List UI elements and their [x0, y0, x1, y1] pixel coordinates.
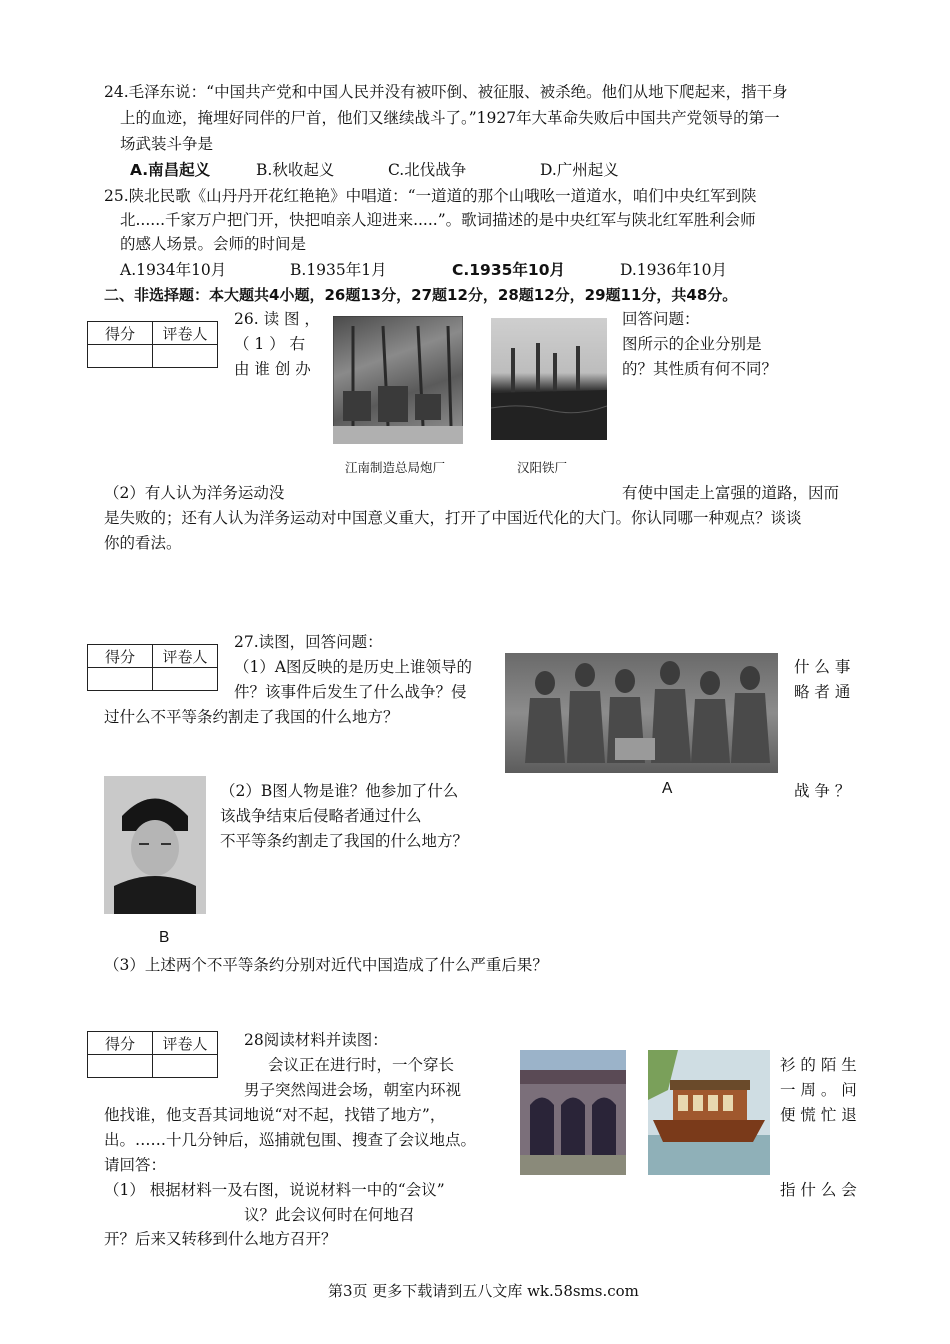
q27-p1e: 过什么不平等条约割走了我国的什么地方？: [104, 708, 399, 726]
q28-m5: 请回答：: [104, 1156, 167, 1174]
q26-p1a: （ 1 ） 右: [234, 335, 306, 353]
q26-intro-b: 回答问题：: [622, 310, 700, 328]
q27-p2d: 不平等条约割走了我国的什么地方？: [220, 832, 469, 850]
portrait-b-photo: [104, 776, 206, 914]
q28-p1d: 开？后来又转移到什么地方召开？: [104, 1230, 337, 1248]
q26-p2c: 是失败的；还有人认为洋务运动对中国意义重大，打开了中国近代化的大门。你认同哪一种观点？谈谈: [104, 509, 802, 527]
shanghai-site-photo: [520, 1050, 626, 1175]
q28-m2b: 一 周 。 问: [780, 1081, 857, 1099]
q27-p1b: 什 么 事: [794, 658, 851, 676]
q25-line2: 北......千家万户把门开，快把咱亲人迎进来.....”。歌词描述的是中央红军与陕北红军胜利会师: [120, 211, 756, 229]
score-label: 得分: [88, 1032, 153, 1055]
q24-line1: 24.毛泽东说：“中国共产党和中国人民并没有被吓倒、被征服、被杀绝。他们从地下爬起来，揩干身: [104, 83, 788, 101]
q26-p2b: 有使中国走上富强的道路，因而: [622, 484, 840, 502]
q25-option-b: B.1935年1月: [290, 261, 387, 279]
q27-p1a: （1）A图反映的是历史上谁领导的: [234, 658, 473, 676]
q24-line3: 场武装斗争是: [120, 135, 214, 153]
grader-cell: [153, 345, 218, 368]
section-heading: 二、非选择题：本大题共4小题，26题13分，27题12分，28题12分，29题11分，共48分。: [104, 286, 738, 304]
jiangnan-arsenal-photo: [333, 316, 463, 444]
hanyang-ironworks-photo: [491, 318, 607, 440]
label-a: A: [662, 780, 673, 797]
q27-p2c: 该战争结束后侵略者通过什么: [220, 807, 422, 825]
q25-option-c: C.1935年10月: [452, 261, 565, 279]
q25-line1: 25.陕北民歌《山丹丹开花红艳艳》中唱道：“一道道的那个山哦吆一道道水，咱们中央红军到陕: [104, 187, 757, 205]
score-box-q26: [87, 321, 218, 368]
q28-m4: 出。……十几分钟后，巡捕就包围、搜查了会议地点。: [104, 1131, 477, 1149]
q27-p3: （3）上述两个不平等条约分别对近代中国造成了什么严重后果？: [104, 956, 548, 974]
page-footer: 第3页 更多下载请到五八文库 wk.58sms.com: [328, 1282, 639, 1300]
q28-m1a: 会议正在进行时，一个穿长: [268, 1056, 455, 1074]
q27-intro: 27.读图，回答问题：: [234, 633, 383, 651]
grader-label: 评卷人: [153, 1032, 218, 1055]
q24-option-c: C.北伐战争: [388, 161, 467, 179]
caption-jiangnan: 江南制造总局炮厂: [345, 460, 446, 475]
grader-cell: [153, 1055, 218, 1078]
caption-hanyang: 汉阳铁厂: [517, 460, 568, 475]
humen-relief-photo: [505, 653, 778, 773]
q28-p1c: 议？此会议何时在何地召: [244, 1206, 415, 1224]
q28-m3b: 便 慌 忙 退: [780, 1106, 857, 1124]
q28-m1b: 衫 的 陌 生: [780, 1056, 857, 1074]
q24-option-b: B.秋收起义: [256, 161, 335, 179]
q24-option-d: D.广州起义: [540, 161, 619, 179]
q28-intro: 28阅读材料并读图：: [244, 1031, 388, 1049]
q26-p1b: 图所示的企业分别是: [622, 335, 762, 353]
q24-option-a: A.南昌起义: [130, 161, 211, 179]
q27-p1d: 略 者 通: [794, 683, 851, 701]
q26-p2d: 你的看法。: [104, 534, 182, 552]
score-box-q27: [87, 644, 218, 691]
south-lake-boat-photo: [648, 1050, 770, 1175]
q25-option-d: D.1936年10月: [620, 261, 727, 279]
q25-line3: 的感人场景。会师的时间是: [120, 235, 307, 253]
q26-p1d: 的？其性质有何不同？: [622, 360, 778, 378]
q27-p2a: （2）B图人物是谁？他参加了什么: [220, 782, 459, 800]
score-box-q28: [87, 1031, 218, 1078]
score-cell: [88, 345, 153, 368]
q27-p1c: 件？该事件后发生了什么战争？侵: [234, 683, 467, 701]
score-cell: [88, 668, 153, 691]
q24-line2: 上的血迹，掩埋好同伴的尸首，他们又继续战斗了。”1927年大革命失败后中国共产党领导的第一: [120, 109, 780, 127]
score-label: 得分: [88, 645, 153, 668]
grader-label: 评卷人: [153, 322, 218, 345]
q28-m3a: 他找谁，他支吾其词地说“对不起，找错了地方”，: [104, 1106, 446, 1124]
score-cell: [88, 1055, 153, 1078]
grader-cell: [153, 668, 218, 691]
q26-p1c: 由 谁 创 办: [234, 360, 311, 378]
q27-p2b: 战 争 ？: [794, 782, 851, 800]
q26-intro-a: 26. 读 图 ，: [234, 310, 320, 328]
label-b: B: [159, 929, 170, 946]
q26-p2a: （2）有人认为洋务运动没: [104, 484, 285, 502]
grader-label: 评卷人: [153, 645, 218, 668]
q28-p1b: 指 什 么 会: [780, 1181, 857, 1199]
q25-option-a: A.1934年10月: [120, 261, 227, 279]
q28-p1a: （1） 根据材料一及右图，说说材料一中的“会议”: [104, 1181, 445, 1199]
q28-m2a: 男子突然闯进会场，朝室内环视: [244, 1081, 462, 1099]
score-label: 得分: [88, 322, 153, 345]
